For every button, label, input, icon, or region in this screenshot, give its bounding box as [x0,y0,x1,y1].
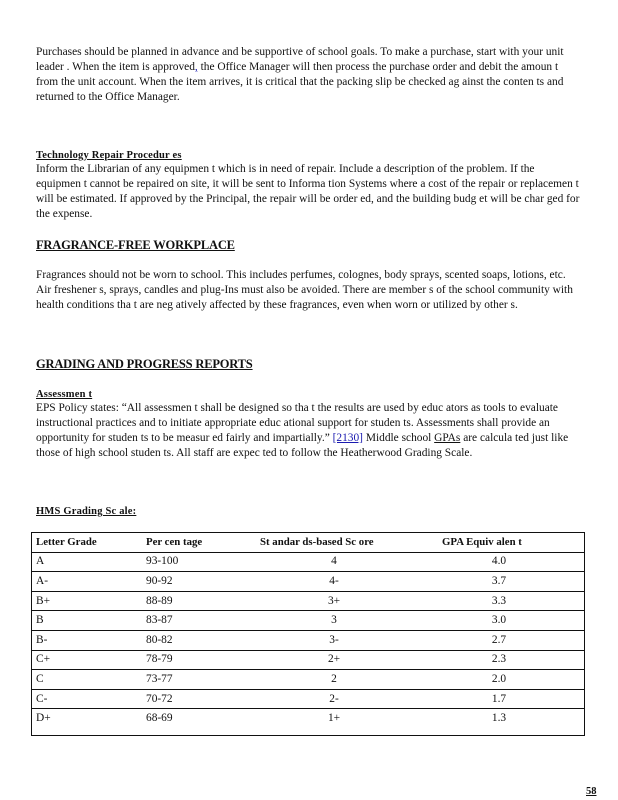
table-header-row [32,533,585,553]
percentage-cell: 80-82 [142,630,254,650]
assessment-paragraph [36,401,582,461]
table-row [32,630,585,650]
table-row [32,611,585,631]
percentage-cell: 78-79 [142,650,254,670]
percentage-cell: 90-92 [142,572,254,592]
gpa-cell: 2.7 [414,630,585,650]
purchases-paragraph [36,45,582,105]
grading-heading: GRADING AND PROGRESS REPORTS [36,357,253,371]
letter-grade-cell: A [32,552,143,572]
gpa-cell: 4.0 [414,552,585,572]
percentage-cell: 68-69 [146,712,173,725]
percentage-cell: 88-89 [142,591,254,611]
column-header: GPA Equiv alen t [414,533,585,553]
gpa-cell: 3.0 [414,611,585,631]
policy-2130-link[interactable]: [2130] [332,432,363,444]
fragrance-heading: FRAGRANCE-FREE WORKPLACE [36,238,235,252]
standards-score-cell: 1+ [327,712,341,725]
letter-grade-cell: B [32,611,143,631]
percentage-cell: 70-72 [142,689,254,709]
letter-grade-cell: B+ [32,591,143,611]
gpas-text: GPAs [434,432,461,444]
letter-grade-cell: A- [32,572,143,592]
grading-scale-heading: HMS Grading Sc ale: [36,506,137,517]
gpa-cell: 2.0 [414,670,585,690]
column-header: St andar ds-based Sc ore [254,533,414,553]
assessment-text-1: EPS Policy states: “All assessmen t shall be designed so tha t the results are used by educ ators as tools to evaluate instructional practices and to initiate appropriate educ ational support for studen ts. Assessments shall provide an opportunity for studen ts to be measur ed fairly and impartially.” [36,402,558,444]
percentage-cell: 93-100 [142,552,254,572]
gpa-cell: 3.7 [414,572,585,592]
standards-score-cell: 4 [254,552,414,572]
gpa-cell: 1.7 [414,689,585,709]
letter-grade-cell: C [32,670,143,690]
approved-comma-link[interactable]: , [194,61,198,73]
table-row [32,689,585,709]
tech-repair-heading: Technology Repair Procedur es [36,150,182,161]
standards-score-cell: 2 [254,670,414,690]
column-header: Letter Grade [32,533,143,553]
gpa-cell: 3.3 [414,591,585,611]
standards-score-cell: 4- [254,572,414,592]
table-row [32,591,585,611]
standards-score-cell: 3+ [254,591,414,611]
table-row [32,650,585,670]
assessment-text-3: are calcula ted just like those of high school studen ts. All staff are expec ted to follow the Heatherwood Grading Scale. [36,432,569,459]
purchases-text-1: Purchases should be planned in advance and be supportive of school goals. To make a purchase, start with your unit leader . When the item is approved [36,46,564,73]
gpa-cell: 1.3 [491,712,507,725]
letter-grade-cell: B- [32,630,143,650]
percentage-cell: 83-87 [142,611,254,631]
fragrance-paragraph: Fragrances should not be worn to school. This includes perfumes, colognes, body sprays, scented soaps, lotions, etc. Air freshener s, sprays, candles and plug-Ins must also be avoided. There are member s of the school community with health conditions tha t are neg atively affected by these fragrances, even when worn or utilized by other s. [36,269,573,311]
standards-score-cell: 2- [254,689,414,709]
percentage-cell: 73-77 [142,670,254,690]
table-row [32,552,585,572]
page-number: 58 [586,786,597,797]
letter-grade-cell: C+ [32,650,143,670]
table-row [32,670,585,690]
gpa-cell: 2.3 [414,650,585,670]
grading-scale-table [31,532,585,736]
purchases-text-2: the Office Manager will then process the purchase order and debit the amoun t from the unit account. When the item arrives, it is critical that the packing slip be checked ag ainst the conten ts and returned to the Office Manager. [36,61,564,103]
assessment-text-2: Middle school [362,432,435,444]
standards-score-cell: 3 [254,611,414,631]
tech-repair-paragraph: Inform the Librarian of any equipmen t which is in need of repair. Include a description of the problem. If the equipmen t cannot be repaired on site, it will be sent to Informa tion Systems where a cost of the repair or replacemen t will be estimated. If approved by the Principal, the repair will be order ed, and the building budg et will be char ged for the expense. [36,163,580,220]
standards-score-cell: 3- [254,630,414,650]
table-row [32,572,585,592]
column-header: Per cen tage [142,533,254,553]
letter-grade-cell: C- [32,689,143,709]
letter-grade-cell: D+ [36,712,51,725]
standards-score-cell: 2+ [254,650,414,670]
assessment-heading: Assessmen t [36,389,93,400]
table-row [32,709,585,736]
